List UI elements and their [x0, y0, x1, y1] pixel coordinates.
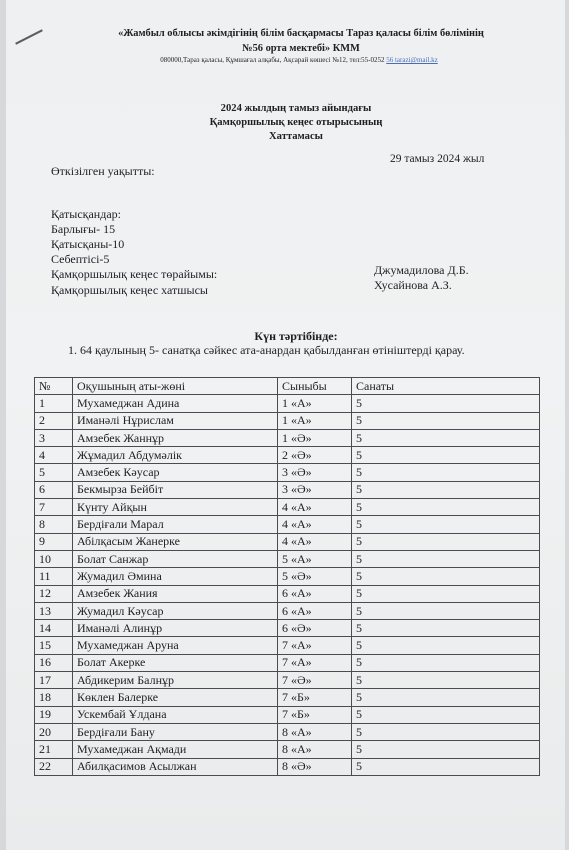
- header-category: Санаты: [352, 378, 540, 395]
- cell-class: 8 «А»: [278, 741, 352, 758]
- table-row: [35, 637, 540, 654]
- chair-name: Джумадилова Д.Б.: [374, 263, 469, 277]
- cell-category: 5: [352, 654, 540, 671]
- cell-number: 18: [35, 689, 73, 706]
- cell-number: 3: [35, 429, 73, 446]
- cell-number: 5: [35, 464, 73, 481]
- cell-student-name: Бердіғали Марал: [73, 516, 278, 533]
- document-title: [146, 102, 446, 144]
- table-row: [35, 516, 540, 533]
- table-row: [35, 499, 540, 516]
- table-row: [35, 654, 540, 671]
- table-row: [35, 706, 540, 723]
- cell-category: 5: [352, 620, 540, 637]
- cell-category: 5: [352, 516, 540, 533]
- organization-address: [84, 56, 514, 64]
- table-row: [35, 533, 540, 550]
- cell-number: 17: [35, 672, 73, 689]
- table-row: [35, 758, 540, 775]
- cell-category: 5: [352, 689, 540, 706]
- meeting-time-label: Өткізілген уақытты:: [51, 164, 155, 178]
- cell-student-name: Жұмадил Абдумәлік: [73, 447, 278, 464]
- cell-class: 4 «А»: [278, 499, 352, 516]
- header-student-name: Оқушының аты-жөні: [73, 378, 278, 395]
- secretary-name: Хусайнова А.З.: [374, 278, 452, 292]
- table-row: [35, 672, 540, 689]
- chair-label: Қамқоршылық кеңес төрайымы:: [51, 267, 218, 281]
- cell-category: 5: [352, 429, 540, 446]
- table-row: [35, 429, 540, 446]
- cell-student-name: Болат Санжар: [73, 550, 278, 567]
- agenda-item: 1. 64 қаулының 5- санатқа сәйкес ата-анардан қабылданған өтініштерді қарау.: [68, 343, 465, 357]
- table-row: [35, 585, 540, 602]
- cell-number: 7: [35, 499, 73, 516]
- cell-student-name: Мухамеджан Аруна: [73, 637, 278, 654]
- cell-number: 16: [35, 654, 73, 671]
- cell-category: 5: [352, 741, 540, 758]
- cell-class: 4 «А»: [278, 533, 352, 550]
- cell-student-name: Көклен Балерке: [73, 689, 278, 706]
- cell-number: 21: [35, 741, 73, 758]
- cell-category: 5: [352, 481, 540, 498]
- cell-class: 5 «А»: [278, 550, 352, 567]
- participants-reason: Себептісі-5: [51, 252, 110, 266]
- table-header-row: [35, 378, 540, 395]
- cell-number: 11: [35, 568, 73, 585]
- organization-header: [86, 26, 516, 56]
- cell-student-name: Иманәлі Алинұр: [73, 620, 278, 637]
- cell-class: 2 «Ә»: [278, 447, 352, 464]
- cell-student-name: Абдикерим Балнұр: [73, 672, 278, 689]
- cell-class: 1 «А»: [278, 412, 352, 429]
- cell-class: 1 «А»: [278, 395, 352, 412]
- cell-class: 5 «Ә»: [278, 568, 352, 585]
- cell-category: 5: [352, 585, 540, 602]
- cell-student-name: Күнту Айқын: [73, 499, 278, 516]
- agenda-title: Күн тәртібінде:: [254, 329, 338, 343]
- cell-number: 20: [35, 723, 73, 740]
- participants-present: Қатысқаны-10: [51, 237, 125, 251]
- cell-category: 5: [352, 395, 540, 412]
- table-row: [35, 395, 540, 412]
- cell-number: 22: [35, 758, 73, 775]
- cell-class: 6 «Ә»: [278, 620, 352, 637]
- email-link[interactable]: 56 tarazi@mail.kz: [386, 56, 438, 64]
- cell-number: 1: [35, 395, 73, 412]
- title-line-1: 2024 жылдың тамыз айындағы: [220, 103, 372, 114]
- cell-category: 5: [352, 447, 540, 464]
- cell-category: 5: [352, 602, 540, 619]
- cell-number: 9: [35, 533, 73, 550]
- cell-number: 8: [35, 516, 73, 533]
- cell-number: 10: [35, 550, 73, 567]
- cell-student-name: Мухамеджан Ақмади: [73, 741, 278, 758]
- cell-class: 7 «Б»: [278, 706, 352, 723]
- cell-category: 5: [352, 637, 540, 654]
- cell-number: 19: [35, 706, 73, 723]
- cell-class: 7 «А»: [278, 654, 352, 671]
- table-row: [35, 464, 540, 481]
- table-row: [35, 723, 540, 740]
- participants-total: Барлығы- 15: [51, 222, 116, 236]
- cell-student-name: Амзебек Жаннұр: [73, 429, 278, 446]
- cell-number: 14: [35, 620, 73, 637]
- students-table: [34, 377, 540, 776]
- cell-category: 5: [352, 550, 540, 567]
- cell-category: 5: [352, 672, 540, 689]
- table-row: [35, 550, 540, 567]
- table-row: [35, 481, 540, 498]
- table-row: [35, 447, 540, 464]
- cell-category: 5: [352, 568, 540, 585]
- cell-student-name: Бердіғали Бану: [73, 723, 278, 740]
- cell-student-name: Ускембай Ұлдана: [73, 706, 278, 723]
- title-line-3: Хаттамасы: [269, 131, 323, 142]
- secretary-label: Қамқоршылық кеңес хатшысы: [51, 283, 208, 297]
- table-row: [35, 568, 540, 585]
- cell-student-name: Жумадил Әмина: [73, 568, 278, 585]
- cell-category: 5: [352, 499, 540, 516]
- cell-category: 5: [352, 758, 540, 775]
- participants-label: Қатысқандар:: [51, 207, 121, 221]
- cell-student-name: Болат Акерке: [73, 654, 278, 671]
- cell-number: 2: [35, 412, 73, 429]
- cell-class: 7 «А»: [278, 637, 352, 654]
- table-row: [35, 602, 540, 619]
- title-line-2: Қамқоршылық кеңес отырысының: [209, 117, 383, 128]
- cell-student-name: Абилқасимов Асылжан: [73, 758, 278, 775]
- cell-class: 7 «Ә»: [278, 672, 352, 689]
- cell-category: 5: [352, 533, 540, 550]
- table-row: [35, 412, 540, 429]
- cell-student-name: Иманәлі Нұрислам: [73, 412, 278, 429]
- cell-class: 6 «А»: [278, 602, 352, 619]
- pen-mark: [15, 29, 43, 44]
- table-row: [35, 689, 540, 706]
- cell-student-name: Амзебек Кәусар: [73, 464, 278, 481]
- table-body: [35, 395, 540, 776]
- header-line-1: «Жамбыл облысы әкімдігінің білім басқармасы Тараз қаласы білім бөлімінің: [118, 28, 484, 39]
- header-line-2: №56 орта мектебі» КММ: [242, 43, 360, 54]
- cell-class: 6 «А»: [278, 585, 352, 602]
- cell-class: 8 «Ә»: [278, 758, 352, 775]
- header-number: №: [35, 378, 73, 395]
- cell-student-name: Мухамеджан Адина: [73, 395, 278, 412]
- cell-number: 6: [35, 481, 73, 498]
- cell-class: 3 «Ә»: [278, 464, 352, 481]
- cell-class: 1 «Ә»: [278, 429, 352, 446]
- header-class: Сыныбы: [278, 378, 352, 395]
- cell-class: 8 «А»: [278, 723, 352, 740]
- cell-class: 7 «Б»: [278, 689, 352, 706]
- cell-category: 5: [352, 464, 540, 481]
- table-row: [35, 620, 540, 637]
- meeting-date: 29 тамыз 2024 жыл: [390, 153, 485, 165]
- cell-category: 5: [352, 412, 540, 429]
- cell-category: 5: [352, 723, 540, 740]
- cell-category: 5: [352, 706, 540, 723]
- cell-class: 4 «А»: [278, 516, 352, 533]
- cell-number: 12: [35, 585, 73, 602]
- cell-student-name: Жумадил Кәусар: [73, 602, 278, 619]
- cell-class: 3 «Ә»: [278, 481, 352, 498]
- cell-student-name: Абілқасым Жанерке: [73, 533, 278, 550]
- cell-student-name: Бекмырза Бейбіт: [73, 481, 278, 498]
- address-text: 080000,Тараз қаласы, Құмшағал алқабы, Ақсарай көшесі №12, тел:55-0252: [160, 56, 387, 64]
- cell-number: 13: [35, 602, 73, 619]
- cell-student-name: Амзебек Жания: [73, 585, 278, 602]
- cell-number: 15: [35, 637, 73, 654]
- table-row: [35, 741, 540, 758]
- cell-number: 4: [35, 447, 73, 464]
